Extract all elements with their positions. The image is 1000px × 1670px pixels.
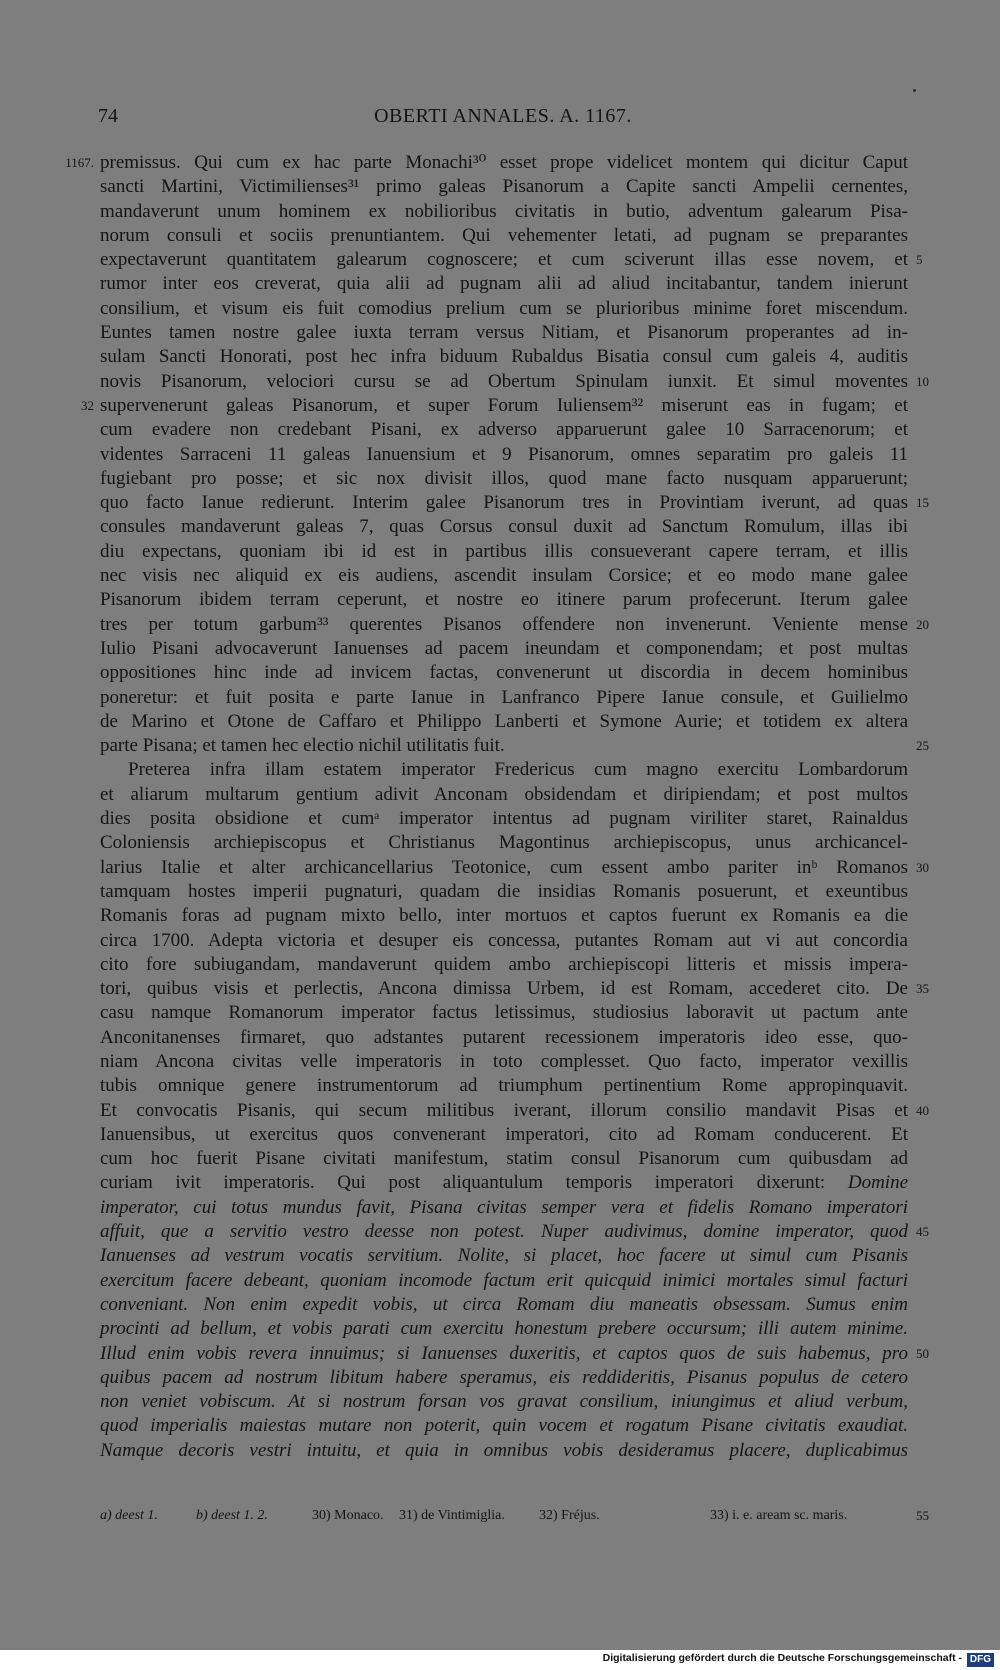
line-number: 25 [916,738,929,754]
line-text: diu expectans, quoniam ibi id est in partibus illis consueverant capere terram, et illis [100,540,908,562]
line-text: et aliarum multarum gentium adivit Anconam obsidendam et diripiendam; et post multos [100,783,908,805]
line-text: tamquam hostes imperii pugnaturi, quadam die insidias Romanis posuerunt, et exeuntibus [100,880,908,902]
line-text: Ianuensibus, ut exercitus quos convenerant imperatori, cito ad Romam conducerent. Et [100,1123,908,1145]
text-line [100,1123,908,1147]
line-text: Et convocatis Pisanis, qui secum militibus iverant, illorum consilio mandavit Pisas et [100,1099,908,1121]
text-line [100,1366,908,1390]
text-line [100,1026,908,1050]
text-line [100,540,908,564]
text-line [100,370,929,394]
credit-text: Digitalisierung gefördert durch die Deutsche Forschungsgemeinschaft - [602,1652,962,1664]
text-line [100,710,908,734]
text-line [100,1001,908,1025]
text-line [65,151,908,175]
line-text: sulam Sancti Honorati, post hec infra biduum Rubaldus Bisatia consul cum galeis 4, auditis [100,346,908,368]
text-line [100,1414,908,1438]
text-line [100,686,908,710]
text-line [100,588,908,612]
line-text: Namque decoris vestri intuitu, et quia in omnibus vobis desideramus placere, duplicabimus [100,1439,908,1461]
line-text: quo facto Ianue redierunt. Interim galee Pisanorum tres in Provintiam iverunt, ad quas [100,492,908,514]
line-text: procinti ad bellum, et vobis parati cum exercitu honestum prebere occursum; illi autem minime. [100,1318,908,1340]
line-text: exercitum facere debeant, quoniam incomode factum erit quicquid inimici mortales simul facturi [100,1269,908,1291]
line-text: consules mandaverunt galeas 7, quas Corsus consul duxit ad Sanctum Romulum, illas ibi [100,516,908,538]
text-line [100,1050,908,1074]
line-text: quibus pacem ad nostrum libitum habere speramus, eis reddideritis, Pisanus populus de cetero [100,1366,908,1388]
text-line [100,1317,908,1341]
line-text: affuit, que a servitio vestro deesse non potest. Nuper audivimus, domine imperator, quod [100,1221,908,1243]
line-text: nec visis nec aliquid ex eis audiens, ascendit insulam Corsice; et eo modo mane galee [100,565,908,587]
text-line [100,1147,908,1171]
line-text: oppositiones hinc inde ad invicem factas, convenerunt ut discordia in decem hominibus [100,662,908,684]
left-margin-note: 1167. [65,155,94,170]
text-line [100,929,908,953]
line-text: circa 1700. Adepta victoria et desuper eis concessa, putantes Romam aut vi aut concordia [100,929,908,951]
text-line [100,758,908,782]
footnote-32: 32) Fréjus. [539,1508,600,1523]
line-text: Pisanorum ibidem terram ceperunt, et nostre eo itinere parum profecerunt. Iterum galee [100,589,908,611]
left-margin-note: 32 [81,397,94,413]
line-text: Euntes tamen nostre galee iuxta terram versus Nitiam, et Pisanorum properantes ad in- [100,322,908,344]
line-text: curiam ivit imperatoris. Qui post aliquantulum temporis imperatori dixerunt: Domine [100,1172,908,1194]
text-line [100,1439,908,1463]
line-text: Iulio Pisani advocaverunt Ianuenses ad pacem ineundam et componendam; et post multas [100,637,908,659]
text-line [100,345,908,369]
text-line [100,856,929,880]
line-text: tres per totum garbum³³ querentes Pisanos offendere non invenerunt. Veniente mense [100,613,908,635]
text-line [81,394,908,418]
text-line [100,467,908,491]
line-text: Illud enim vobis revera innuimus; si Ianuenses duxeritis, et captos quos de suis habemus, pro [100,1342,908,1364]
line-text: rumor inter eos creverat, quia alii ad pugnam alii ad aliud incitabantur, tandem inierunt [100,273,908,295]
footnote-31: 31) de Vintimiglia. [399,1508,505,1523]
text-line [100,1196,908,1220]
line-text: cito fore subiugandam, mandaverunt quidem ambo archiepiscopi litteris et missis impera- [100,953,908,975]
line-text: Ianuenses ad vestrum vocatis servitium. Nolite, si placet, hoc facere ut simul cum Pisanis [100,1245,908,1267]
text-line [100,1342,929,1366]
line-text: sancti Martini, Victimilienses³¹ primo galeas Pisanorum a Capite sancti Ampelii cernentes, [100,176,908,198]
line-text: imperator, cui totus mundus favit, Pisana civitas semper vera et fidelis Romano imperatori [100,1196,908,1218]
running-title: OBERTI ANNALES. A. 1167. [374,105,632,127]
line-text: Romanis foras ad pugnam mixto bello, inter mortuos et captos fuerunt ex Romanis ea die [100,905,908,927]
dfg-logo: DFG [967,1653,994,1667]
line-text: expectaverunt quantitatem galearum cognoscere; et cum sciverunt illas esse novem, et [100,249,908,271]
text-line [100,1269,908,1293]
line-text: Preterea infra illam estatem imperator Fredericus cum magno exercitu Lombardorum [128,759,908,781]
footnote-b: b) deest 1. 2. [196,1508,268,1523]
text-line [100,831,908,855]
text-line [100,175,908,199]
text-line [100,491,929,515]
text-line [100,1074,908,1098]
footnote-33: 33) i. e. aream sc. maris. [710,1508,848,1523]
page-number: 74 [98,105,118,127]
text-line [100,321,908,345]
text-line [100,734,929,758]
text-line [100,200,908,224]
text-line [100,1390,908,1414]
line-text: non veniet vobiscum. At si nostrum forsan vos gravat consilium, iniungimus et aliud verbum, [100,1391,908,1413]
text-line [100,272,908,296]
line-text: casu namque Romanorum imperator factus letissimus, studiosius laboravit ut pactum ante [100,1002,908,1024]
line-text: supervenerunt galeas Pisanorum, et super Forum Iuliensem³² miserunt eas in fugam; et [100,394,908,416]
text-line [100,977,929,1001]
line-text: novis Pisanorum, velociori cursu se ad Obertum Spinulam iunxit. Et simul moventes [100,370,908,392]
text-line [100,515,908,539]
line-text: cum hoc fuerit Pisane civitati manifestum, statim consul Pisanorum cum quibusdam ad [100,1148,908,1170]
text-line [100,1293,908,1317]
text-line [100,564,908,588]
text-line [100,418,908,442]
line-number: 5 [916,252,923,268]
line-text: premissus. Qui cum ex hac parte Monachi³⁰ esset prope videlicet montem qui dicitur Caput [100,152,908,173]
footnote-30: 30) Monaco. [312,1508,384,1523]
line-text: norum consuli et sociis prenuntiantem. Qui vehementer letati, ad pugnam se preparantes [100,224,908,246]
text-line [100,1099,929,1123]
text-line [100,1171,908,1195]
line-text: tori, quibus visis et perlectis, Ancona dimissa Urbem, id est Romam, accederet cito. De [100,978,908,1000]
line-text: conveniant. Non enim expedit vobis, ut circa Romam diu maneatis obsessam. Sumus enim [100,1293,908,1315]
line-text: Coloniensis archiepiscopus et Christianus Magontinus archiepiscopus, unus archicancel- [100,832,908,854]
scan-speck [913,89,916,92]
text-line [100,297,908,321]
line-text: tubis omnique genere instrumentorum ad triumphum pertinentium Rome appropinquavit. [100,1075,908,1097]
line-number: 20 [916,616,929,632]
text-line [100,613,929,637]
text-line [100,783,908,807]
digitization-credit-bar [0,1650,1000,1670]
text-line [100,248,923,272]
text-line [100,1244,908,1268]
footnotes [100,1505,929,1527]
main-text [65,151,929,1463]
running-header [98,105,908,139]
line-text: poneretur: et fuit posita e parte Ianue in Lanfranco Pipere Ianue consule, et Guilielmo [100,686,908,708]
line-text: quod imperialis maiestas mutare non poterit, quin vocem et rogatum Pisane civitatis exaudiat. [100,1415,908,1437]
text-line [100,953,908,977]
line-number: 10 [916,373,929,389]
line-text: larius Italie et alter archicancellarius Teotonice, cum essent ambo pariter inᵇ Romanos [100,856,908,878]
line-text: dies posita obsidione et cumᵃ imperator intentus ad pugnam viriliter staret, Rainaldus [100,808,908,830]
line-text: de Marino et Otone de Caffaro et Philippo Lanberti et Symone Aurie; et totidem ex altera [100,710,908,732]
text-line [100,880,908,904]
text-line [100,661,908,685]
line-number: 50 [916,1345,929,1361]
line-text: fugiebant pro posse; et sic nox divisit illos, quod mane facto nusquam apparuerunt; [100,467,908,489]
text-line [100,637,908,661]
line-text: Anconitanenses firmaret, quo adstantes putarent recessionem imperatoris ideo esse, quo- [100,1026,908,1048]
line-number: 40 [916,1102,929,1118]
footnote-a: a) deest 1. [100,1508,158,1523]
line-number: 45 [916,1224,929,1240]
footnote-line-number: 55 [916,1508,929,1523]
line-number: 15 [916,495,929,511]
line-tail-italic: Domine [847,1172,908,1194]
line-text: cum evadere non credebant Pisani, ex adverso apparuerunt galee 10 Sarracenorum; et [100,419,908,441]
line-text: consilium, et visum eis fuit comodius prelium cum se plurioribus minime foret miscendum. [100,297,908,319]
line-text: mandaverunt unum hominem ex nobilioribus civitatis in butio, adventum galearum Pisa- [100,200,908,222]
line-text: parte Pisana; et tamen hec electio nichil utilitatis fuit. [100,735,505,757]
text-line [100,807,908,831]
text-line [100,224,908,248]
line-text: videntes Sarraceni 11 galeas Ianuensium et 9 Pisanorum, omnes separatim pro galeis 11 [100,443,908,465]
line-number: 30 [916,859,929,875]
line-number: 35 [916,981,929,997]
text-line [100,904,908,928]
text-line [100,1220,929,1244]
text-line [100,443,908,467]
line-text: niam Ancona civitas velle imperatoris in toto complesset. Quo facto, imperator vexillis [100,1050,908,1072]
